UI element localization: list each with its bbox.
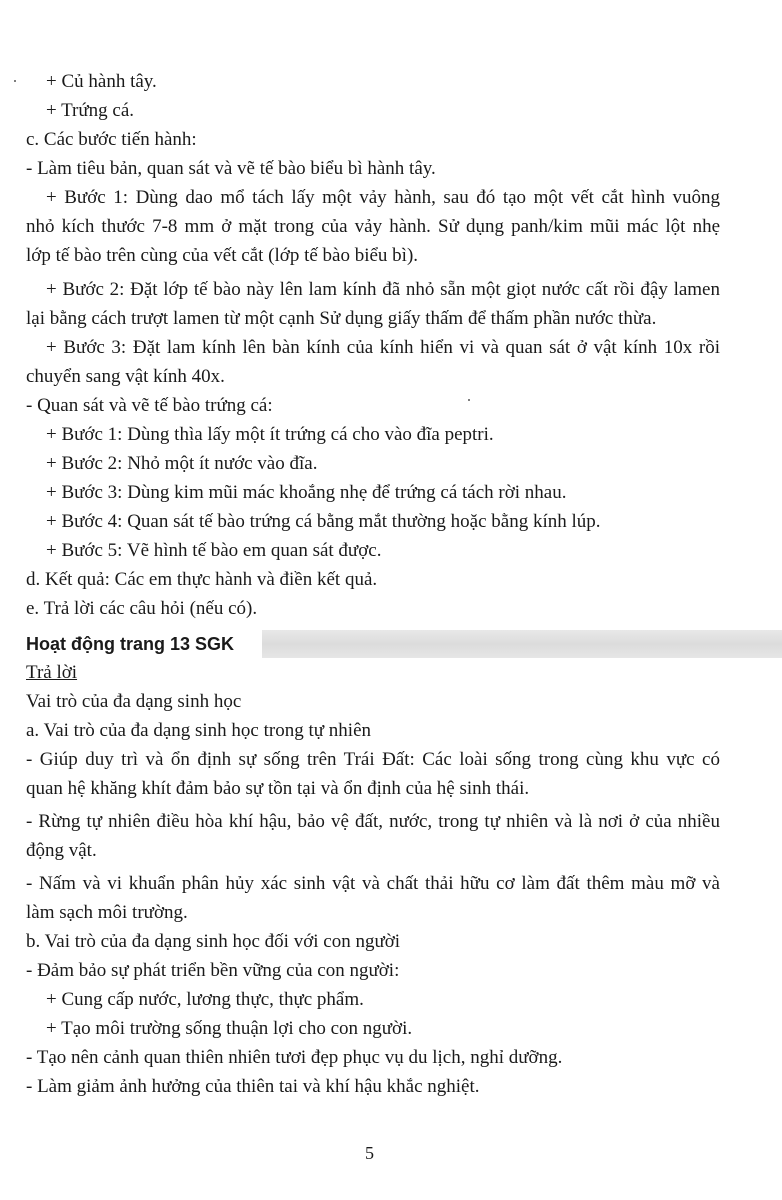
section-steps-heading: c. Các bước tiến hành: bbox=[26, 129, 197, 150]
step-1-line-3: lớp tế bào trên cùng của vết cắt (lớp tế bào biểu bì). bbox=[26, 245, 419, 266]
list-item-onion: + Củ hành tây. bbox=[46, 71, 157, 92]
subsection-b: b. Vai trò của đa dạng sinh học đối với con người bbox=[26, 931, 401, 952]
step-3-line-2: chuyển sang vật kính 40x. bbox=[26, 366, 225, 387]
step-group-onion: - Làm tiêu bản, quan sát và vẽ tế bào biểu bì hành tây. bbox=[26, 158, 436, 179]
step-group-fish-eggs: - Quan sát và vẽ tế bào trứng cá: bbox=[26, 395, 273, 416]
step-1-line-2: nhỏ kích thước 7-8 mm ở mặt trong của vảy hành. Sử dụng panh/kim mũi mác lột nhẹ bbox=[26, 216, 720, 237]
step-2-line-1: + Bước 2: Đặt lớp tế bào này lên lam kính đã nhỏ sẵn một giọt nước cất rồi đậy lamen bbox=[46, 279, 720, 300]
point-a2-line-2: động vật. bbox=[26, 840, 97, 861]
fish-step-1: + Bước 1: Dùng thìa lấy một ít trứng cá cho vào đĩa peptri. bbox=[46, 424, 494, 445]
point-a3-line-2: làm sạch môi trường. bbox=[26, 902, 188, 923]
page-number: 5 bbox=[365, 1143, 374, 1163]
section-results: d. Kết quả: Các em thực hành và điền kết quả. bbox=[26, 569, 378, 590]
fish-step-2: + Bước 2: Nhỏ một ít nước vào đĩa. bbox=[46, 453, 318, 474]
activity-heading: Hoạt động trang 13 SGK bbox=[26, 634, 235, 654]
point-a2-line-1: - Rừng tự nhiên điều hòa khí hậu, bảo vệ đất, nước, trong tự nhiên và là nơi ở của nhiều bbox=[26, 811, 720, 832]
point-b1-sub-1: + Cung cấp nước, lương thực, thực phẩm. bbox=[46, 989, 364, 1010]
point-b2: - Tạo nên cảnh quan thiên nhiên tươi đẹp phục vụ du lịch, nghỉ dưỡng. bbox=[26, 1047, 563, 1068]
point-a1-line-2: quan hệ khăng khít đảm bảo sự tồn tại và ổn định của hệ sinh thái. bbox=[26, 778, 530, 799]
subsection-a: a. Vai trò của đa dạng sinh học trong tự nhiên bbox=[26, 720, 372, 741]
scan-speck bbox=[468, 399, 470, 401]
point-b3: - Làm giảm ảnh hưởng của thiên tai và khí hậu khắc nghiệt. bbox=[26, 1076, 480, 1097]
step-3-line-1: + Bước 3: Đặt lam kính lên bàn kính của kính hiển vi và quan sát ở vật kính 10x rồi bbox=[46, 337, 720, 358]
point-b1: - Đảm bảo sự phát triển bền vững của con người: bbox=[26, 960, 400, 981]
topic-title: Vai trò của đa dạng sinh học bbox=[26, 691, 242, 712]
step-2-line-2: lại bằng cách trượt lamen từ một cạnh Sử dụng giấy thấm để thấm phần nước thừa. bbox=[26, 308, 657, 329]
fish-step-5: + Bước 5: Vẽ hình tế bào em quan sát được. bbox=[46, 540, 382, 561]
answer-label: Trả lời bbox=[26, 662, 78, 683]
fish-step-3: + Bước 3: Dùng kim mũi mác khoắng nhẹ để trứng cá tách rời nhau. bbox=[46, 482, 567, 503]
point-a3-line-1: - Nấm và vi khuẩn phân hủy xác sinh vật và chất thải hữu cơ làm đất thêm màu mỡ và bbox=[26, 873, 720, 894]
section-answers: e. Trả lời các câu hỏi (nếu có). bbox=[26, 598, 258, 619]
scan-speck bbox=[14, 80, 16, 82]
point-b1-sub-2: + Tạo môi trường sống thuận lợi cho con người. bbox=[46, 1018, 413, 1039]
step-1-line-1: + Bước 1: Dùng dao mổ tách lấy một vảy hành, sau đó tạo một vết cắt hình vuông bbox=[46, 187, 720, 208]
fish-step-4: + Bước 4: Quan sát tế bào trứng cá bằng mắt thường hoặc bằng kính lúp. bbox=[46, 511, 601, 532]
list-item-fish-eggs: + Trứng cá. bbox=[46, 100, 135, 121]
header-shade-band bbox=[262, 630, 782, 658]
point-a1-line-1: - Giúp duy trì và ổn định sự sống trên Trái Đất: Các loài sống trong cùng khu vực có bbox=[26, 749, 720, 770]
